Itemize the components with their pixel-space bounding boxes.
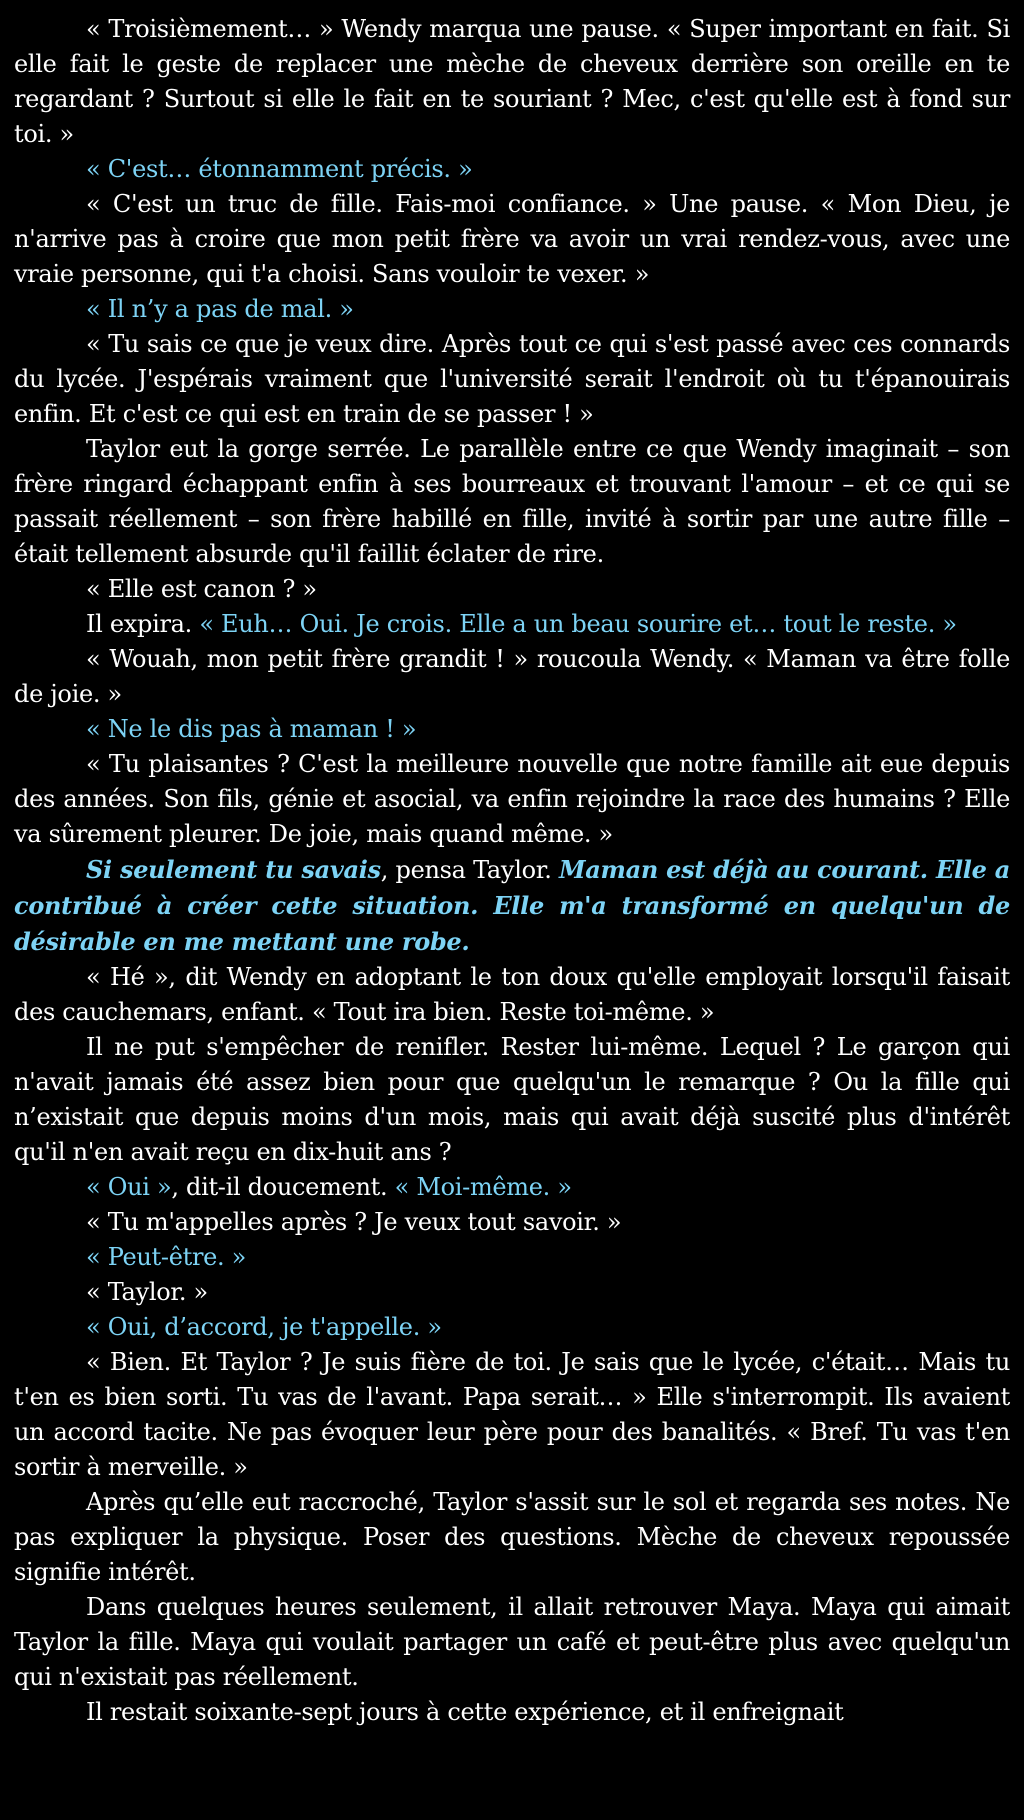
paragraph (14, 1310, 1010, 1345)
narration-text: Dans quelques heures seulement, il allait retrouver Maya. Maya qui aimait Taylor la fille. Maya qui voulait partager un café et peut-être plus avec quelqu'un qui n'existait pas réellement. (14, 1593, 1010, 1691)
paragraph (14, 712, 1010, 747)
paragraph (14, 1240, 1010, 1275)
narration-text: Il restait soixante-sept jours à cette expérience, et il enfreignait (86, 1698, 844, 1726)
paragraph (14, 152, 1010, 187)
paragraph (14, 852, 1010, 960)
dialogue-taylor: « Oui » (86, 1173, 172, 1201)
paragraph (14, 572, 1010, 607)
paragraph (14, 1695, 1010, 1730)
paragraph (14, 747, 1010, 852)
paragraph (14, 1275, 1010, 1310)
paragraph (14, 642, 1010, 712)
paragraph (14, 1345, 1010, 1485)
narration-text: « Hé », dit Wendy en adoptant le ton doux qu'elle employait lorsqu'il faisait des cauchemars, enfant. « Tout ira bien. Reste toi-même. » (14, 963, 1010, 1026)
inner-thought: Maman est déjà au courant. Elle a contribué à créer cette situation. Elle m'a transformé en quelqu'un de désirable en me mettant une robe. (14, 855, 1010, 956)
narration-text: , pensa Taylor. (380, 856, 560, 884)
inner-thought: Si seulement tu savais (86, 855, 381, 884)
narration-text: , dit-il doucement. (171, 1173, 395, 1201)
dialogue-taylor: « Euh… Oui. Je crois. Elle a un beau sourire et… tout le reste. » (199, 610, 957, 638)
narration-text: Taylor eut la gorge serrée. Le parallèle entre ce que Wendy imaginait – son frère ringard échappant enfin à ses bourreaux et trouvant l'amour – et ce qui se passait réellement – son frère habillé en fille, invité à sortir par une autre fille – était tellement absurde qu'il faillit éclater de rire. (14, 435, 1010, 568)
paragraph (14, 187, 1010, 292)
narration-text: « Elle est canon ? » (86, 575, 317, 603)
dialogue-taylor: « Il n’y a pas de mal. » (86, 295, 354, 323)
paragraph (14, 12, 1010, 152)
dialogue-taylor: « Moi-même. » (394, 1173, 572, 1201)
paragraph (14, 960, 1010, 1030)
paragraph (14, 1170, 1010, 1205)
dialogue-taylor: « Ne le dis pas à maman ! » (86, 715, 417, 743)
paragraph (14, 292, 1010, 327)
narration-text: « Taylor. » (86, 1278, 208, 1306)
narration-text: « Tu m'appelles après ? Je veux tout savoir. » (86, 1208, 622, 1236)
paragraph (14, 1485, 1010, 1590)
narration-text: « Wouah, mon petit frère grandit ! » roucoula Wendy. « Maman va être folle de joie. » (14, 645, 1010, 708)
narration-text: « Tu sais ce que je veux dire. Après tout ce qui s'est passé avec ces connards du lycée. J'espérais vraiment que l'université serait l'endroit où tu t'épanouirais enfin. Et c'est ce qui est en train de se passer ! » (14, 330, 1010, 428)
paragraph (14, 607, 1010, 642)
narration-text: Il expira. (86, 610, 200, 638)
paragraph (14, 1590, 1010, 1695)
dialogue-taylor: « Peut-être. » (86, 1243, 247, 1271)
paragraph (14, 327, 1010, 432)
dialogue-taylor: « C'est… étonnamment précis. » (86, 155, 473, 183)
narration-text: « Tu plaisantes ? C'est la meilleure nouvelle que notre famille ait eue depuis des années. Son fils, génie et asocial, va enfin rejoindre la race des humains ? Elle va sûrement pleurer. De joie, mais quand même. » (14, 750, 1010, 848)
narration-text: « C'est un truc de fille. Fais-moi confiance. » Une pause. « Mon Dieu, je n'arrive pas à croire que mon petit frère va avoir un vrai rendez-vous, avec une vraie personne, qui t'a choisi. Sans vouloir te vexer. » (14, 190, 1010, 288)
dialogue-taylor: « Oui, d’accord, je t'appelle. » (86, 1313, 442, 1341)
narration-text: « Bien. Et Taylor ? Je suis fière de toi. Je sais que le lycée, c'était… Mais tu t'en es bien sorti. Tu vas de l'avant. Papa serait… » Elle s'interrompit. Ils avaient un accord tacite. Ne pas évoquer leur père pour des banalités. « Bref. Tu vas t'en sortir à merveille. » (14, 1348, 1010, 1481)
narration-text: Il ne put s'empêcher de renifler. Rester lui-même. Lequel ? Le garçon qui n'avait jamais été assez bien pour que quelqu'un le remarque ? Ou la fille qui n’existait que depuis moins d'un mois, mais qui avait déjà suscité plus d'intérêt qu'il n'en avait reçu en dix-huit ans ? (14, 1033, 1010, 1166)
paragraph (14, 432, 1010, 572)
paragraph (14, 1205, 1010, 1240)
narration-text: Après qu’elle eut raccroché, Taylor s'assit sur le sol et regarda ses notes. Ne pas expliquer la physique. Poser des questions. Mèche de cheveux repoussée signifie intérêt. (14, 1488, 1010, 1586)
paragraph (14, 1030, 1010, 1170)
narration-text: « Troisièmement… » Wendy marqua une pause. « Super important en fait. Si elle fait le geste de replacer une mèche de cheveux derrière son oreille en te regardant ? Surtout si elle le fait en te souriant ? Mec, c'est qu'elle est à fond sur toi. » (14, 15, 1010, 148)
